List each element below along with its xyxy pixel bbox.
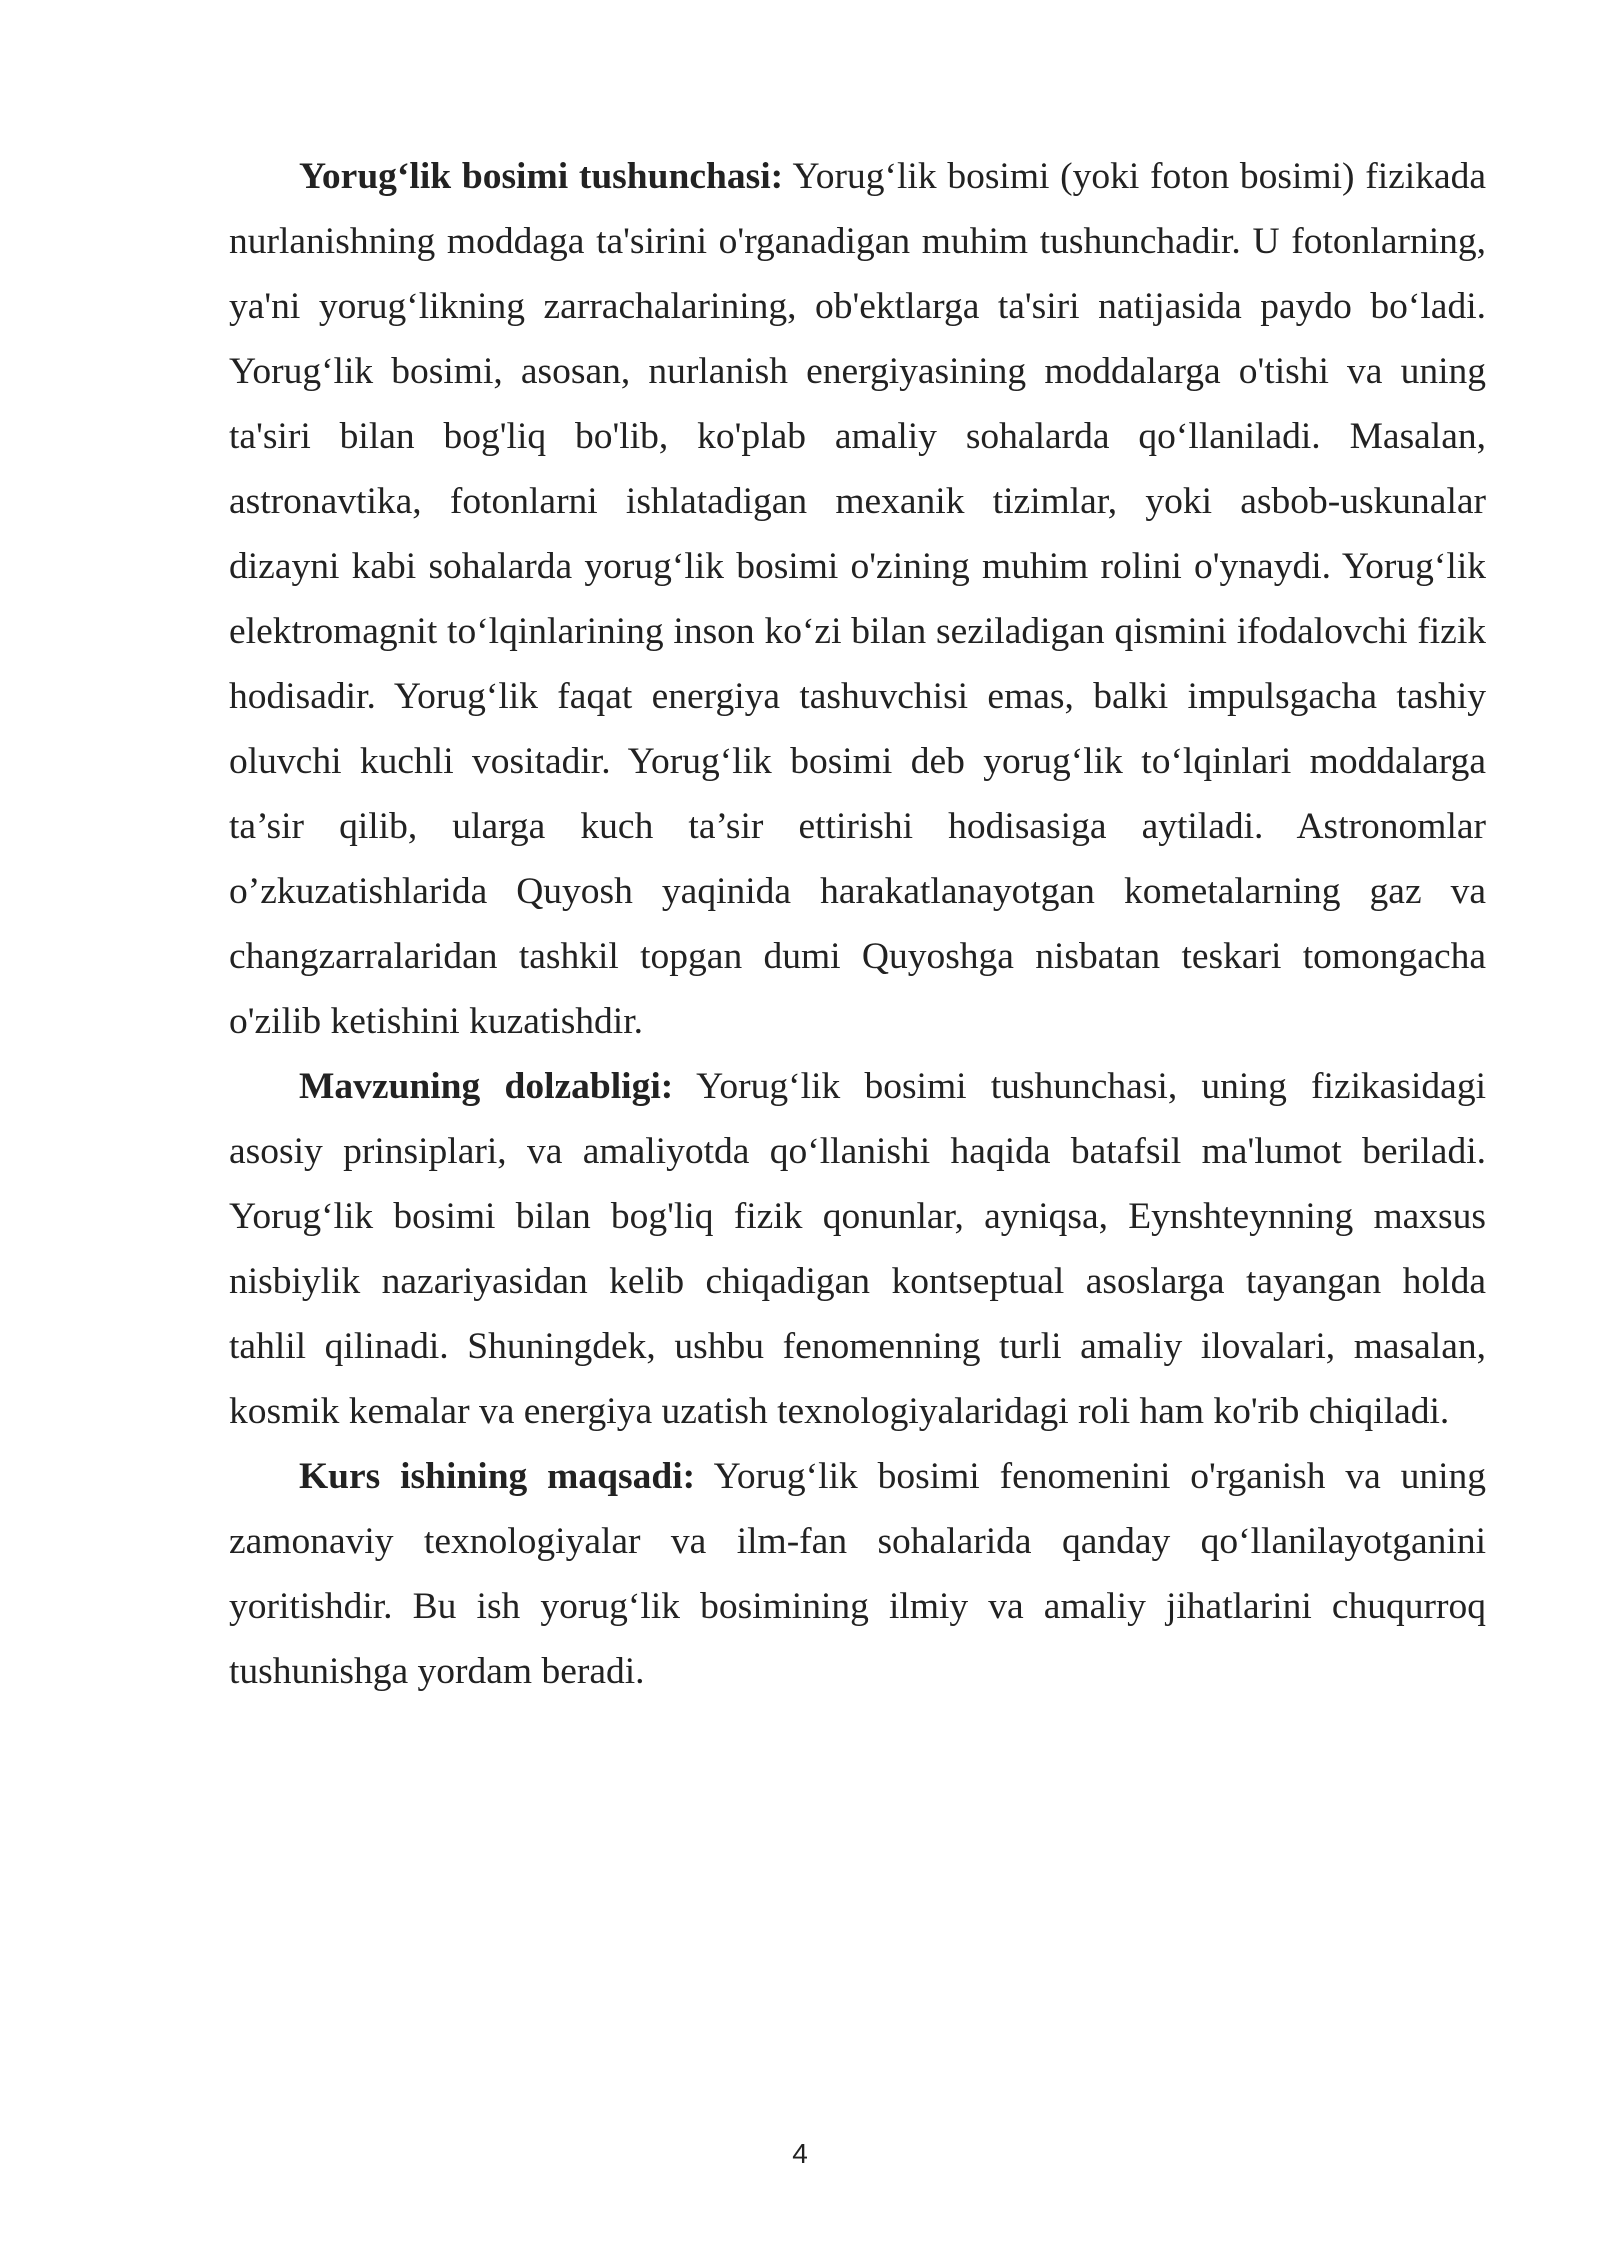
paragraph-text: Yorug‘lik bosimi (yoki foton bosimi) fizikada nurlanishning moddaga ta'sirini o'rganadigan muhim tushunchadir. U fotonlarning, ya'ni yorug‘likning zarrachalarining, ob'ektlarga ta'siri natijasida paydo bo‘ladi. Yorug‘lik bosimi, asosan, nurlanish energiyasining moddalarga o'tishi va uning ta'siri bilan bog'liq bo'lib, ko'plab amaliy sohalarda qo‘llaniladi. Masalan, astronavtika, fotonlarni ishlatadigan mexanik tizimlar, yoki asbob-uskunalar dizayni kabi sohalarda yorug‘lik bosimi o'zining muhim rolini o'ynaydi. Yorug‘lik elektromagnit to‘lqinlarining inson ko‘zi bilan seziladigan qismini ifodalovchi fizik hodisadir. Yorug‘lik faqat energiya tashuvchisi emas, balki impulsgacha tashiy oluvchi kuchli vositadir. Yorug‘lik bosimi deb yorug‘lik to‘lqinlari moddalarga ta’sir qilib, ularga kuch ta’sir ettirishi hodisasiga aytiladi. Astronomlar o’zkuzatishlarida Quyosh yaqinida harakatlanayotgan kometalarning gaz va changzarralaridan tashkil topgan dumi Quyoshga nisbatan teskari tomongacha o'zilib ketishini kuzatishdir. — [229, 156, 1487, 1042]
paragraph-topic-relevance — [229, 1054, 1486, 1444]
paragraph-heading: Yorug‘lik bosimi tushunchasi: — [299, 156, 784, 197]
paragraph-course-goal — [229, 1444, 1486, 1704]
paragraph-text: Yorug‘lik bosimi fenomenini o'rganish va uning zamonaviy texnologiyalar va ilm-fan sohalarida qanday qo‘llanilayotganini yoritishdir. Bu ish yorug‘lik bosimining ilmiy va amaliy jihatlarini chuqurroq tushunishga yordam beradi. — [229, 1456, 1487, 1692]
document-body — [229, 144, 1486, 1704]
paragraph-text: Yorug‘lik bosimi tushunchasi, uning fizikasidagi asosiy prinsiplari, va amaliyotda qo‘llanishi haqida batafsil ma'lumot beriladi. Yorug‘lik bosimi bilan bog'liq fizik qonunlar, ayniqsa, Eynshteynning maxsus nisbiylik nazariyasidan kelib chiqadigan kontseptual asoslarga tayangan holda tahlil qilinadi. Shuningdek, ushbu fenomenning turli amaliy ilovalari, masalan, kosmik kemalar va energiya uzatish texnologiyalaridagi roli ham ko'rib chiqiladi. — [229, 1066, 1486, 1432]
paragraph-light-pressure-concept — [229, 144, 1486, 1054]
paragraph-heading: Kurs ishining maqsadi: — [299, 1456, 696, 1497]
paragraph-heading: Mavzuning dolzabligi: — [299, 1066, 674, 1107]
page-number: 4 — [792, 2138, 808, 2169]
